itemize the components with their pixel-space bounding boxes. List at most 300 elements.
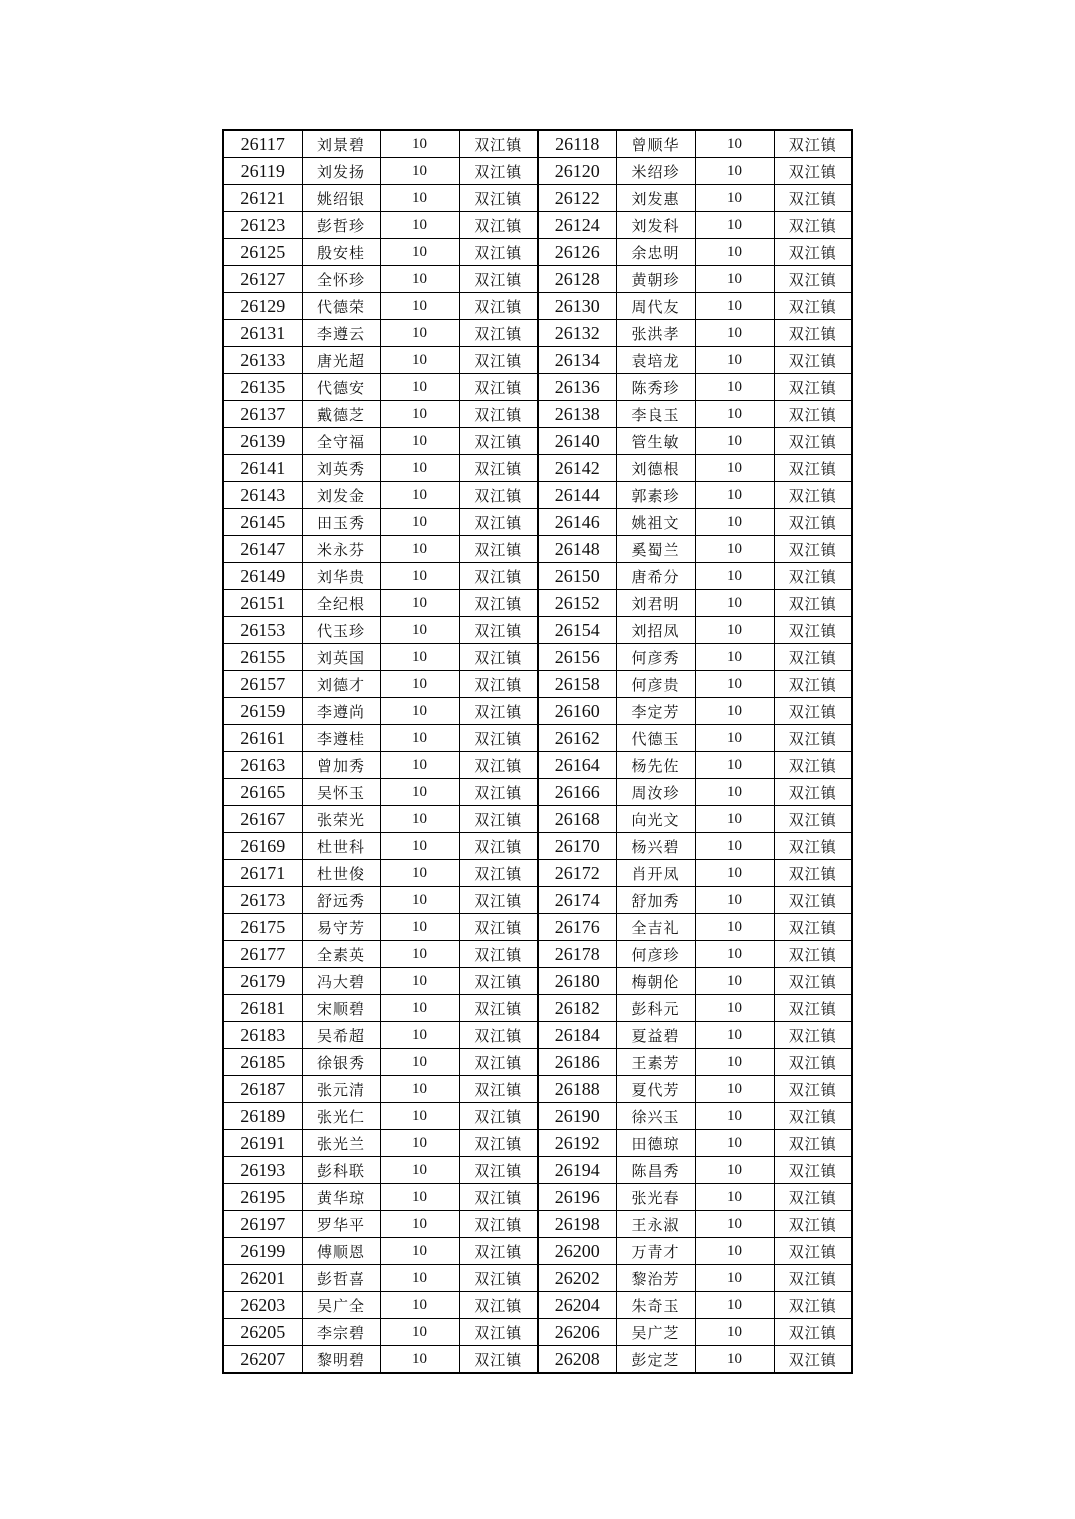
table-row <box>223 374 852 401</box>
amount-value-cell: 10 <box>695 509 774 536</box>
table-row <box>223 1103 852 1130</box>
person-name-cell: 全纪根 <box>302 590 380 617</box>
amount-value-cell: 10 <box>380 428 459 455</box>
town-name-cell: 双江镇 <box>459 374 538 401</box>
table-row <box>223 887 852 914</box>
person-name-cell: 彭哲喜 <box>302 1265 380 1292</box>
amount-value-cell: 10 <box>695 1184 774 1211</box>
amount-value-cell: 10 <box>695 671 774 698</box>
town-name-cell: 双江镇 <box>774 941 852 968</box>
record-id-cell: 26191 <box>223 1130 302 1157</box>
person-name-cell: 刘发金 <box>302 482 380 509</box>
person-name-cell: 夏益碧 <box>616 1022 695 1049</box>
table-row <box>223 1265 852 1292</box>
record-id-cell: 26147 <box>223 536 302 563</box>
town-name-cell: 双江镇 <box>459 1265 538 1292</box>
amount-value-cell: 10 <box>695 1238 774 1265</box>
town-name-cell: 双江镇 <box>774 1049 852 1076</box>
record-id-cell: 26142 <box>538 455 616 482</box>
town-name-cell: 双江镇 <box>459 1103 538 1130</box>
town-name-cell: 双江镇 <box>774 1346 852 1374</box>
table-row <box>223 1076 852 1103</box>
amount-value-cell: 10 <box>380 725 459 752</box>
person-name-cell: 杜世俊 <box>302 860 380 887</box>
amount-value-cell: 10 <box>380 347 459 374</box>
record-id-cell: 26128 <box>538 266 616 293</box>
record-id-cell: 26126 <box>538 239 616 266</box>
person-name-cell: 罗华平 <box>302 1211 380 1238</box>
table-row <box>223 590 852 617</box>
person-name-cell: 周代友 <box>616 293 695 320</box>
table-row <box>223 509 852 536</box>
person-name-cell: 陈秀珍 <box>616 374 695 401</box>
town-name-cell: 双江镇 <box>459 428 538 455</box>
table-row <box>223 968 852 995</box>
amount-value-cell: 10 <box>695 995 774 1022</box>
person-name-cell: 曾顺华 <box>616 130 695 158</box>
amount-value-cell: 10 <box>695 1130 774 1157</box>
record-id-cell: 26170 <box>538 833 616 860</box>
amount-value-cell: 10 <box>380 1211 459 1238</box>
record-id-cell: 26133 <box>223 347 302 374</box>
record-id-cell: 26163 <box>223 752 302 779</box>
amount-value-cell: 10 <box>380 1184 459 1211</box>
record-id-cell: 26159 <box>223 698 302 725</box>
record-id-cell: 26125 <box>223 239 302 266</box>
town-name-cell: 双江镇 <box>774 698 852 725</box>
person-name-cell: 李遵桂 <box>302 725 380 752</box>
town-name-cell: 双江镇 <box>774 779 852 806</box>
record-id-cell: 26135 <box>223 374 302 401</box>
person-name-cell: 陈昌秀 <box>616 1157 695 1184</box>
amount-value-cell: 10 <box>695 833 774 860</box>
amount-value-cell: 10 <box>380 401 459 428</box>
amount-value-cell: 10 <box>695 806 774 833</box>
person-name-cell: 李遵尚 <box>302 698 380 725</box>
record-id-cell: 26157 <box>223 671 302 698</box>
amount-value-cell: 10 <box>695 1103 774 1130</box>
town-name-cell: 双江镇 <box>459 239 538 266</box>
table-row <box>223 914 852 941</box>
record-id-cell: 26129 <box>223 293 302 320</box>
town-name-cell: 双江镇 <box>459 941 538 968</box>
town-name-cell: 双江镇 <box>459 1211 538 1238</box>
town-name-cell: 双江镇 <box>459 482 538 509</box>
amount-value-cell: 10 <box>695 293 774 320</box>
person-name-cell: 刘景碧 <box>302 130 380 158</box>
table-row <box>223 130 852 158</box>
town-name-cell: 双江镇 <box>774 509 852 536</box>
town-name-cell: 双江镇 <box>459 1076 538 1103</box>
record-id-cell: 26119 <box>223 158 302 185</box>
table-row <box>223 1238 852 1265</box>
record-id-cell: 26187 <box>223 1076 302 1103</box>
amount-value-cell: 10 <box>695 941 774 968</box>
record-id-cell: 26171 <box>223 860 302 887</box>
person-name-cell: 袁培龙 <box>616 347 695 374</box>
record-id-cell: 26201 <box>223 1265 302 1292</box>
town-name-cell: 双江镇 <box>459 130 538 158</box>
record-id-cell: 26190 <box>538 1103 616 1130</box>
person-name-cell: 张洪孝 <box>616 320 695 347</box>
record-id-cell: 26138 <box>538 401 616 428</box>
person-name-cell: 代德荣 <box>302 293 380 320</box>
amount-value-cell: 10 <box>695 428 774 455</box>
town-name-cell: 双江镇 <box>459 887 538 914</box>
amount-value-cell: 10 <box>695 1265 774 1292</box>
amount-value-cell: 10 <box>380 212 459 239</box>
record-id-cell: 26188 <box>538 1076 616 1103</box>
table-row <box>223 725 852 752</box>
person-name-cell: 姚祖文 <box>616 509 695 536</box>
amount-value-cell: 10 <box>380 779 459 806</box>
amount-value-cell: 10 <box>380 1157 459 1184</box>
town-name-cell: 双江镇 <box>774 914 852 941</box>
amount-value-cell: 10 <box>380 860 459 887</box>
person-name-cell: 刘英国 <box>302 644 380 671</box>
town-name-cell: 双江镇 <box>774 374 852 401</box>
record-id-cell: 26167 <box>223 806 302 833</box>
amount-value-cell: 10 <box>380 617 459 644</box>
town-name-cell: 双江镇 <box>459 617 538 644</box>
amount-value-cell: 10 <box>695 239 774 266</box>
amount-value-cell: 10 <box>380 806 459 833</box>
table-row <box>223 185 852 212</box>
town-name-cell: 双江镇 <box>459 671 538 698</box>
amount-value-cell: 10 <box>380 671 459 698</box>
town-name-cell: 双江镇 <box>774 1319 852 1346</box>
town-name-cell: 双江镇 <box>774 401 852 428</box>
person-name-cell: 徐银秀 <box>302 1049 380 1076</box>
amount-value-cell: 10 <box>380 1103 459 1130</box>
person-name-cell: 张光春 <box>616 1184 695 1211</box>
record-id-cell: 26156 <box>538 644 616 671</box>
town-name-cell: 双江镇 <box>774 1238 852 1265</box>
record-id-cell: 26181 <box>223 995 302 1022</box>
town-name-cell: 双江镇 <box>774 266 852 293</box>
town-name-cell: 双江镇 <box>459 1346 538 1374</box>
table-row <box>223 1184 852 1211</box>
amount-value-cell: 10 <box>695 401 774 428</box>
person-name-cell: 刘英秀 <box>302 455 380 482</box>
table-row <box>223 428 852 455</box>
town-name-cell: 双江镇 <box>774 1211 852 1238</box>
town-name-cell: 双江镇 <box>774 671 852 698</box>
record-id-cell: 26165 <box>223 779 302 806</box>
town-name-cell: 双江镇 <box>774 1157 852 1184</box>
table-row <box>223 941 852 968</box>
person-name-cell: 全素英 <box>302 941 380 968</box>
town-name-cell: 双江镇 <box>774 806 852 833</box>
town-name-cell: 双江镇 <box>459 779 538 806</box>
town-name-cell: 双江镇 <box>774 347 852 374</box>
amount-value-cell: 10 <box>380 293 459 320</box>
town-name-cell: 双江镇 <box>774 130 852 158</box>
amount-value-cell: 10 <box>380 1022 459 1049</box>
town-name-cell: 双江镇 <box>459 914 538 941</box>
amount-value-cell: 10 <box>695 374 774 401</box>
town-name-cell: 双江镇 <box>459 401 538 428</box>
town-name-cell: 双江镇 <box>459 1130 538 1157</box>
town-name-cell: 双江镇 <box>774 1265 852 1292</box>
record-id-cell: 26162 <box>538 725 616 752</box>
record-id-cell: 26166 <box>538 779 616 806</box>
town-name-cell: 双江镇 <box>459 320 538 347</box>
person-name-cell: 管生敏 <box>616 428 695 455</box>
table-row <box>223 779 852 806</box>
town-name-cell: 双江镇 <box>459 158 538 185</box>
person-name-cell: 张光兰 <box>302 1130 380 1157</box>
table-row <box>223 293 852 320</box>
person-name-cell: 吴怀玉 <box>302 779 380 806</box>
person-name-cell: 杜世科 <box>302 833 380 860</box>
record-id-cell: 26124 <box>538 212 616 239</box>
person-name-cell: 刘发扬 <box>302 158 380 185</box>
person-name-cell: 吴广全 <box>302 1292 380 1319</box>
amount-value-cell: 10 <box>695 1319 774 1346</box>
amount-value-cell: 10 <box>695 455 774 482</box>
amount-value-cell: 10 <box>380 374 459 401</box>
person-name-cell: 米绍珍 <box>616 158 695 185</box>
person-name-cell: 周汝珍 <box>616 779 695 806</box>
town-name-cell: 双江镇 <box>774 239 852 266</box>
amount-value-cell: 10 <box>380 887 459 914</box>
record-id-cell: 26182 <box>538 995 616 1022</box>
town-name-cell: 双江镇 <box>774 617 852 644</box>
town-name-cell: 双江镇 <box>774 428 852 455</box>
person-name-cell: 杨先佐 <box>616 752 695 779</box>
record-id-cell: 26121 <box>223 185 302 212</box>
amount-value-cell: 10 <box>695 1211 774 1238</box>
person-name-cell: 余忠明 <box>616 239 695 266</box>
person-name-cell: 舒加秀 <box>616 887 695 914</box>
person-name-cell: 全守福 <box>302 428 380 455</box>
amount-value-cell: 10 <box>380 1049 459 1076</box>
amount-value-cell: 10 <box>695 617 774 644</box>
record-id-cell: 26118 <box>538 130 616 158</box>
amount-value-cell: 10 <box>380 995 459 1022</box>
amount-value-cell: 10 <box>380 1130 459 1157</box>
record-id-cell: 26160 <box>538 698 616 725</box>
person-name-cell: 全怀珍 <box>302 266 380 293</box>
person-name-cell: 刘发惠 <box>616 185 695 212</box>
town-name-cell: 双江镇 <box>459 1292 538 1319</box>
amount-value-cell: 10 <box>695 536 774 563</box>
town-name-cell: 双江镇 <box>459 1022 538 1049</box>
person-name-cell: 殷安桂 <box>302 239 380 266</box>
table-row <box>223 158 852 185</box>
person-name-cell: 吴广芝 <box>616 1319 695 1346</box>
town-name-cell: 双江镇 <box>459 1184 538 1211</box>
amount-value-cell: 10 <box>380 941 459 968</box>
amount-value-cell: 10 <box>695 185 774 212</box>
amount-value-cell: 10 <box>695 752 774 779</box>
amount-value-cell: 10 <box>695 779 774 806</box>
town-name-cell: 双江镇 <box>459 698 538 725</box>
record-id-cell: 26196 <box>538 1184 616 1211</box>
town-name-cell: 双江镇 <box>459 293 538 320</box>
amount-value-cell: 10 <box>380 590 459 617</box>
person-name-cell: 代玉珍 <box>302 617 380 644</box>
town-name-cell: 双江镇 <box>774 1103 852 1130</box>
person-name-cell: 夏代芳 <box>616 1076 695 1103</box>
amount-value-cell: 10 <box>695 1076 774 1103</box>
person-name-cell: 向光文 <box>616 806 695 833</box>
town-name-cell: 双江镇 <box>459 509 538 536</box>
amount-value-cell: 10 <box>695 266 774 293</box>
person-name-cell: 彭定芝 <box>616 1346 695 1374</box>
amount-value-cell: 10 <box>380 644 459 671</box>
table-row <box>223 617 852 644</box>
town-name-cell: 双江镇 <box>774 752 852 779</box>
town-name-cell: 双江镇 <box>774 833 852 860</box>
amount-value-cell: 10 <box>695 698 774 725</box>
town-name-cell: 双江镇 <box>774 212 852 239</box>
town-name-cell: 双江镇 <box>459 995 538 1022</box>
amount-value-cell: 10 <box>380 482 459 509</box>
town-name-cell: 双江镇 <box>774 1076 852 1103</box>
person-name-cell: 米永芬 <box>302 536 380 563</box>
town-name-cell: 双江镇 <box>774 293 852 320</box>
record-id-cell: 26137 <box>223 401 302 428</box>
roster-body <box>223 130 852 1373</box>
person-name-cell: 黎治芳 <box>616 1265 695 1292</box>
town-name-cell: 双江镇 <box>459 968 538 995</box>
town-name-cell: 双江镇 <box>459 1049 538 1076</box>
record-id-cell: 26155 <box>223 644 302 671</box>
town-name-cell: 双江镇 <box>774 968 852 995</box>
record-id-cell: 26206 <box>538 1319 616 1346</box>
amount-value-cell: 10 <box>695 1022 774 1049</box>
amount-value-cell: 10 <box>695 860 774 887</box>
town-name-cell: 双江镇 <box>459 806 538 833</box>
table-row <box>223 212 852 239</box>
record-id-cell: 26127 <box>223 266 302 293</box>
amount-value-cell: 10 <box>695 1157 774 1184</box>
town-name-cell: 双江镇 <box>459 1157 538 1184</box>
town-name-cell: 双江镇 <box>774 536 852 563</box>
table-row <box>223 833 852 860</box>
town-name-cell: 双江镇 <box>459 752 538 779</box>
roster-table <box>222 129 853 1374</box>
table-row <box>223 536 852 563</box>
record-id-cell: 26203 <box>223 1292 302 1319</box>
amount-value-cell: 10 <box>380 833 459 860</box>
town-name-cell: 双江镇 <box>774 644 852 671</box>
table-row <box>223 266 852 293</box>
record-id-cell: 26195 <box>223 1184 302 1211</box>
amount-value-cell: 10 <box>380 968 459 995</box>
town-name-cell: 双江镇 <box>774 185 852 212</box>
town-name-cell: 双江镇 <box>459 860 538 887</box>
record-id-cell: 26154 <box>538 617 616 644</box>
person-name-cell: 彭哲珍 <box>302 212 380 239</box>
amount-value-cell: 10 <box>695 347 774 374</box>
person-name-cell: 舒远秀 <box>302 887 380 914</box>
table-row <box>223 806 852 833</box>
record-id-cell: 26199 <box>223 1238 302 1265</box>
amount-value-cell: 10 <box>380 698 459 725</box>
record-id-cell: 26141 <box>223 455 302 482</box>
person-name-cell: 万青才 <box>616 1238 695 1265</box>
amount-value-cell: 10 <box>380 752 459 779</box>
person-name-cell: 易守芳 <box>302 914 380 941</box>
record-id-cell: 26136 <box>538 374 616 401</box>
record-id-cell: 26186 <box>538 1049 616 1076</box>
table-row <box>223 1049 852 1076</box>
table-row <box>223 1346 852 1374</box>
person-name-cell: 奚蜀兰 <box>616 536 695 563</box>
amount-value-cell: 10 <box>695 914 774 941</box>
town-name-cell: 双江镇 <box>774 1292 852 1319</box>
town-name-cell: 双江镇 <box>459 347 538 374</box>
table-row <box>223 563 852 590</box>
record-id-cell: 26117 <box>223 130 302 158</box>
table-row <box>223 1130 852 1157</box>
town-name-cell: 双江镇 <box>459 1238 538 1265</box>
amount-value-cell: 10 <box>695 887 774 914</box>
table-row <box>223 401 852 428</box>
person-name-cell: 全吉礼 <box>616 914 695 941</box>
amount-value-cell: 10 <box>380 1076 459 1103</box>
town-name-cell: 双江镇 <box>774 860 852 887</box>
town-name-cell: 双江镇 <box>774 563 852 590</box>
record-id-cell: 26122 <box>538 185 616 212</box>
amount-value-cell: 10 <box>695 320 774 347</box>
record-id-cell: 26184 <box>538 1022 616 1049</box>
person-name-cell: 李良玉 <box>616 401 695 428</box>
record-id-cell: 26152 <box>538 590 616 617</box>
town-name-cell: 双江镇 <box>774 158 852 185</box>
town-name-cell: 双江镇 <box>774 1130 852 1157</box>
person-name-cell: 刘发科 <box>616 212 695 239</box>
person-name-cell: 曾加秀 <box>302 752 380 779</box>
person-name-cell: 姚绍银 <box>302 185 380 212</box>
amount-value-cell: 10 <box>380 130 459 158</box>
amount-value-cell: 10 <box>380 158 459 185</box>
record-id-cell: 26180 <box>538 968 616 995</box>
record-id-cell: 26178 <box>538 941 616 968</box>
table-row <box>223 1319 852 1346</box>
person-name-cell: 黄朝珍 <box>616 266 695 293</box>
table-row <box>223 671 852 698</box>
amount-value-cell: 10 <box>380 1265 459 1292</box>
person-name-cell: 吴希超 <box>302 1022 380 1049</box>
town-name-cell: 双江镇 <box>774 482 852 509</box>
amount-value-cell: 10 <box>695 563 774 590</box>
town-name-cell: 双江镇 <box>459 590 538 617</box>
person-name-cell: 黎明碧 <box>302 1346 380 1374</box>
amount-value-cell: 10 <box>380 239 459 266</box>
record-id-cell: 26198 <box>538 1211 616 1238</box>
person-name-cell: 代德安 <box>302 374 380 401</box>
record-id-cell: 26207 <box>223 1346 302 1374</box>
table-row <box>223 1292 852 1319</box>
table-row <box>223 1211 852 1238</box>
person-name-cell: 朱奇玉 <box>616 1292 695 1319</box>
record-id-cell: 26145 <box>223 509 302 536</box>
amount-value-cell: 10 <box>695 1292 774 1319</box>
amount-value-cell: 10 <box>380 563 459 590</box>
table-row <box>223 347 852 374</box>
town-name-cell: 双江镇 <box>459 725 538 752</box>
person-name-cell: 何彦珍 <box>616 941 695 968</box>
person-name-cell: 唐光超 <box>302 347 380 374</box>
amount-value-cell: 10 <box>380 185 459 212</box>
person-name-cell: 刘君明 <box>616 590 695 617</box>
town-name-cell: 双江镇 <box>774 590 852 617</box>
town-name-cell: 双江镇 <box>459 536 538 563</box>
